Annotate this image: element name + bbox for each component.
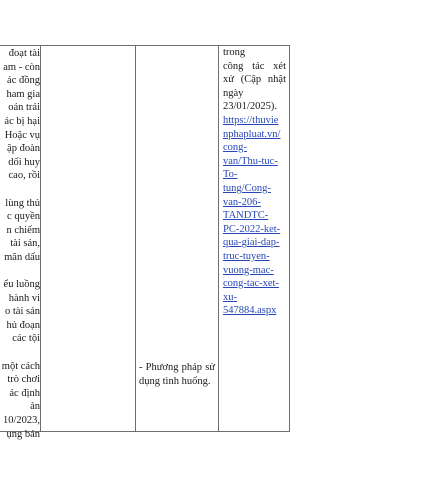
method-text: - Phương pháp sử dụng tình huống. xyxy=(139,362,215,387)
reference-link-line[interactable]: tung/Cong- xyxy=(223,182,271,194)
reference-link-line[interactable]: 547884.aspx xyxy=(223,305,277,317)
paragraph-gap xyxy=(0,265,40,279)
text-line: ụng bán xyxy=(6,428,40,440)
text-line: ác đồng xyxy=(7,75,40,87)
text-line: o tài sản xyxy=(5,306,40,318)
reference-link-line[interactable]: nphapluat.vn/ xyxy=(223,128,281,140)
text-line: c quyền xyxy=(7,211,40,223)
column-divider-2 xyxy=(135,45,136,432)
text-line: am - còn xyxy=(3,61,40,73)
text-line: trò chơi xyxy=(7,374,40,386)
reference-link-line[interactable]: PC-2022-ket- xyxy=(223,223,281,235)
column-divider-1 xyxy=(40,45,41,432)
text-line: oán trái xyxy=(8,102,40,114)
text-line: 10/2023, xyxy=(2,415,40,427)
text-line: đoạt tài xyxy=(8,48,40,59)
column-divider-4 xyxy=(289,45,290,432)
text-line: ập đoàn xyxy=(7,143,40,155)
reference-line: trong xyxy=(223,47,246,58)
text-line: ản xyxy=(30,401,40,413)
reference-link-line[interactable]: van-206- xyxy=(223,196,261,208)
text-line: ác định xyxy=(9,387,40,399)
reference-link-line[interactable]: vuong-mac- xyxy=(223,264,274,276)
method-cell xyxy=(139,361,215,388)
reference-line: 23/01/2025). xyxy=(223,101,277,113)
reference-link-line[interactable]: xu- xyxy=(223,291,237,303)
reference-cell xyxy=(223,46,286,318)
text-line: ác bị hại xyxy=(4,115,40,127)
reference-link-line[interactable]: truc-tuyen- xyxy=(223,250,270,262)
text-line: hành vi xyxy=(8,292,40,304)
text-line: tài sản, xyxy=(10,238,40,250)
text-line: cao, rồi xyxy=(8,170,40,182)
text-line: hủ đoạn xyxy=(6,319,40,331)
content-cell-left xyxy=(0,47,40,441)
text-line: n chiếm xyxy=(6,224,40,236)
reference-line: xử (Cập nhật xyxy=(223,74,286,86)
text-line: ểu luồng xyxy=(3,279,40,291)
reference-link-line[interactable]: van/Thu-tuc- xyxy=(223,155,278,167)
text-line: lùng thủ xyxy=(5,197,40,209)
reference-link[interactable] xyxy=(223,114,286,318)
text-line: Hoặc vụ xyxy=(4,129,40,141)
paragraph-gap xyxy=(0,183,40,197)
reference-line: ngày xyxy=(223,87,244,99)
reference-link-line[interactable]: cong- xyxy=(223,142,247,154)
text-line: mãn dấu xyxy=(4,251,40,263)
reference-link-line[interactable]: https://thuvie xyxy=(223,114,279,126)
reference-link-line[interactable]: TANDTC- xyxy=(223,210,269,222)
column-divider-3 xyxy=(218,45,219,432)
reference-line: công tác xét xyxy=(223,60,286,72)
text-line: ham gia xyxy=(6,88,40,100)
paragraph-gap xyxy=(0,346,40,360)
text-line: dối huy xyxy=(8,156,40,168)
text-line: các tội xyxy=(12,333,40,345)
reference-link-line[interactable]: qua-giai-dap- xyxy=(223,237,280,249)
text-line: một cách xyxy=(1,360,40,372)
reference-link-line[interactable]: To- xyxy=(223,169,238,181)
reference-link-line[interactable]: cong-tac-xet- xyxy=(223,278,279,290)
table-bottom-border xyxy=(0,431,290,432)
